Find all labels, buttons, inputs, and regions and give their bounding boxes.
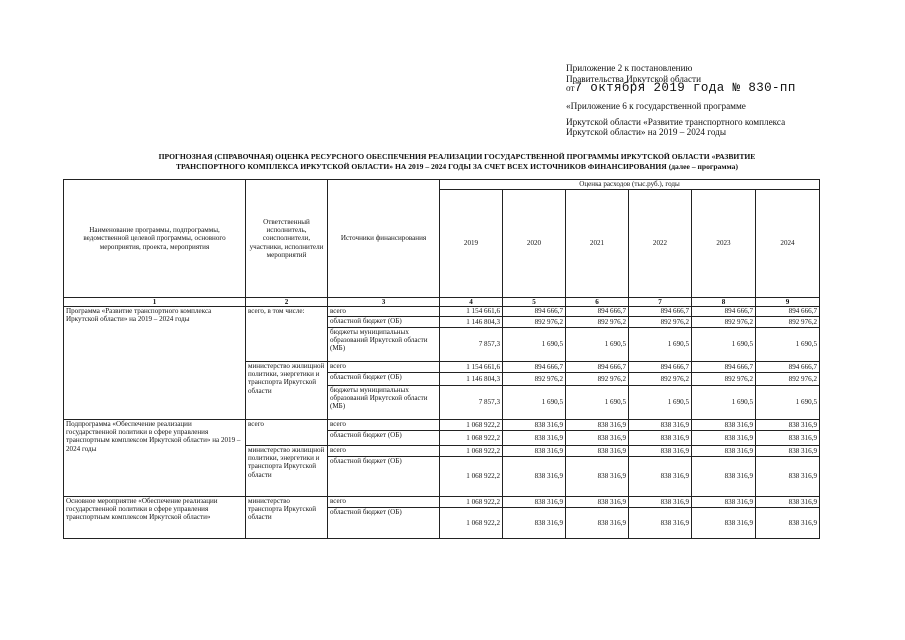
value-cell: 838 316,9 [692,497,756,508]
value-cell: 894 666,7 [692,307,756,317]
value-cell: 7 857,3 [440,386,503,420]
value-cell: 892 976,2 [629,317,692,328]
value-cell: 838 316,9 [503,457,566,497]
value-cell: 1 690,5 [629,386,692,420]
year-header: 2020 [503,190,566,298]
value-cell: 838 316,9 [566,431,629,446]
col-number: 1 [64,298,246,307]
col-number: 8 [692,298,756,307]
source-total: всего [328,420,440,431]
col2-header: Ответственный исполнитель, соисполнители, участники, исполнители мероприятий [246,180,328,298]
value-cell: 838 316,9 [566,457,629,497]
table-row [64,497,820,508]
header-line-1: Приложение 2 к постановлению [566,63,693,73]
value-cell: 838 316,9 [629,431,692,446]
col-number: 3 [328,298,440,307]
header-date-line [566,83,796,94]
value-cell: 1 068 922,2 [440,446,503,457]
value-cell: 838 316,9 [756,420,820,431]
value-cell: 892 976,2 [692,317,756,328]
col-number: 5 [503,298,566,307]
col-number: 7 [629,298,692,307]
header-date-prefix: от [566,83,575,93]
value-cell: 894 666,7 [756,307,820,317]
value-cell: 894 666,7 [629,307,692,317]
subprogram-executor-all: всего [246,420,328,446]
value-cell: 1 068 922,2 [440,457,503,497]
source-total: всего [328,497,440,508]
source-total: всего [328,446,440,457]
year-header: 2019 [440,190,503,298]
value-cell: 1 068 922,2 [440,431,503,446]
value-cell: 894 666,7 [503,307,566,317]
value-cell: 894 666,7 [503,362,566,373]
program-executor-all: всего, в том числе: [246,307,328,362]
header-date-typed: 7 октября 2019 года № 830-пп [574,81,796,95]
year-header: 2022 [629,190,692,298]
value-cell: 894 666,7 [566,362,629,373]
column-number-row [64,298,820,307]
header-line-5: Иркутской области «Развитие транспортного комплекса [566,117,786,127]
value-cell: 838 316,9 [692,508,756,539]
value-cell: 1 690,5 [503,386,566,420]
header-line-4: «Приложение 6 к государственной программе [566,101,746,111]
value-cell: 892 976,2 [503,373,566,386]
value-cell: 892 976,2 [566,373,629,386]
subprogram-executor-ministry: министерство жилищной политики, энергетики и транспорта Иркутской области [246,446,328,497]
source-total: всего [328,307,440,317]
value-cell: 838 316,9 [503,497,566,508]
value-cell: 1 690,5 [756,328,820,362]
value-cell: 838 316,9 [503,420,566,431]
value-cell: 1 690,5 [692,328,756,362]
value-cell: 838 316,9 [566,420,629,431]
value-cell: 1 690,5 [629,328,692,362]
value-cell: 894 666,7 [692,362,756,373]
value-cell: 1 690,5 [756,386,820,420]
page-title [92,152,822,171]
program-executor-ministry: министерство жилищной политики, энергетики и транспорта Иркутской области [246,362,328,420]
table-row [64,420,820,431]
source-ob: областной бюджет (ОБ) [328,457,440,497]
source-ob: областной бюджет (ОБ) [328,373,440,386]
title-line-1: ПРОГНОЗНАЯ (СПРАВОЧНАЯ) ОЦЕНКА РЕСУРСНОГО ОБЕСПЕЧЕНИЯ РЕАЛИЗАЦИИ ГОСУДАРСТВЕННОЙ ПРОГРАММЫ ИРКУТСКОЙ ОБЛАСТИ «РАЗВИТИЕ [158,152,756,161]
value-cell: 1 690,5 [566,328,629,362]
value-cell: 1 146 804,3 [440,317,503,328]
value-cell: 892 976,2 [629,373,692,386]
value-cell: 838 316,9 [756,446,820,457]
value-cell: 838 316,9 [756,431,820,446]
value-cell: 1 690,5 [503,328,566,362]
value-cell: 838 316,9 [756,497,820,508]
value-cell: 838 316,9 [692,446,756,457]
value-cell: 838 316,9 [629,497,692,508]
program-name: Программа «Развитие транспортного комплекса Иркутской области» на 2019 – 2024 годы [64,307,246,420]
col-number: 9 [756,298,820,307]
measure-executor: министерство транспорта Иркутской области [246,497,328,539]
source-total: всего [328,362,440,373]
value-cell: 894 666,7 [566,307,629,317]
subprogram-name: Подпрограмма «Обеспечение реализации государственной политики в сфере управления транспортным комплексом Иркутской области» на 2019 – 2024 годы [64,420,246,497]
source-ob: областной бюджет (ОБ) [328,508,440,539]
value-cell: 838 316,9 [756,508,820,539]
value-cell: 1 068 922,2 [440,497,503,508]
value-cell: 892 976,2 [503,317,566,328]
value-cell: 1 068 922,2 [440,508,503,539]
value-cell: 892 976,2 [756,373,820,386]
value-cell: 838 316,9 [503,446,566,457]
value-cell: 838 316,9 [566,497,629,508]
value-cell: 838 316,9 [692,420,756,431]
year-header: 2024 [756,190,820,298]
value-cell: 892 976,2 [566,317,629,328]
value-cell: 838 316,9 [503,431,566,446]
value-cell: 838 316,9 [629,446,692,457]
year-header: 2021 [566,190,629,298]
value-cell: 838 316,9 [566,508,629,539]
col1-header: Наименование программы, подпрограммы, ведомственной целевой программы, основного мероприятия, проекта, мероприятия [64,180,246,298]
title-line-2: ТРАНСПОРТНОГО КОМПЛЕКСА ИРКУТСКОЙ ОБЛАСТИ» НА 2019 – 2024 ГОДЫ ЗА СЧЕТ ВСЕХ ИСТОЧНИКОВ ФИНАНСИРОВАНИЯ (далее – программа) [175,161,739,171]
year-header: 2023 [692,190,756,298]
funding-table [63,179,820,539]
value-cell: 894 666,7 [629,362,692,373]
value-cell: 838 316,9 [629,508,692,539]
value-cell: 894 666,7 [756,362,820,373]
value-cell: 1 154 661,6 [440,362,503,373]
header-line-2: Правительства Иркутской области [566,74,701,84]
value-cell: 1 068 922,2 [440,420,503,431]
source-ob: областной бюджет (ОБ) [328,317,440,328]
value-cell: 838 316,9 [629,420,692,431]
value-cell: 1 146 804,3 [440,373,503,386]
value-cell: 838 316,9 [692,457,756,497]
source-ob: областной бюджет (ОБ) [328,431,440,446]
measure-name: Основное мероприятие «Обеспечение реализации государственной политики в сфере управления транспортным комплексом Иркутской области» [64,497,246,539]
value-cell: 7 857,3 [440,328,503,362]
col-number: 2 [246,298,328,307]
value-cell: 838 316,9 [566,446,629,457]
value-cell: 838 316,9 [629,457,692,497]
header-line-6: Иркутской области» на 2019 – 2024 годы [566,127,727,137]
table-row [64,307,820,317]
col-number: 6 [566,298,629,307]
estimate-header: Оценка расходов (тыс.руб.), годы [440,180,820,190]
value-cell: 838 316,9 [692,431,756,446]
source-mb: бюджеты муниципальных образований Иркутской области (МБ) [328,328,440,362]
value-cell: 892 976,2 [692,373,756,386]
source-mb: бюджеты муниципальных образований Иркутской области (МБ) [328,386,440,420]
value-cell: 1 690,5 [692,386,756,420]
value-cell: 1 154 661,6 [440,307,503,317]
col3-header: Источники финансирования [328,180,440,298]
value-cell: 838 316,9 [503,508,566,539]
value-cell: 892 976,2 [756,317,820,328]
col-number: 4 [440,298,503,307]
value-cell: 1 690,5 [566,386,629,420]
value-cell: 838 316,9 [756,457,820,497]
